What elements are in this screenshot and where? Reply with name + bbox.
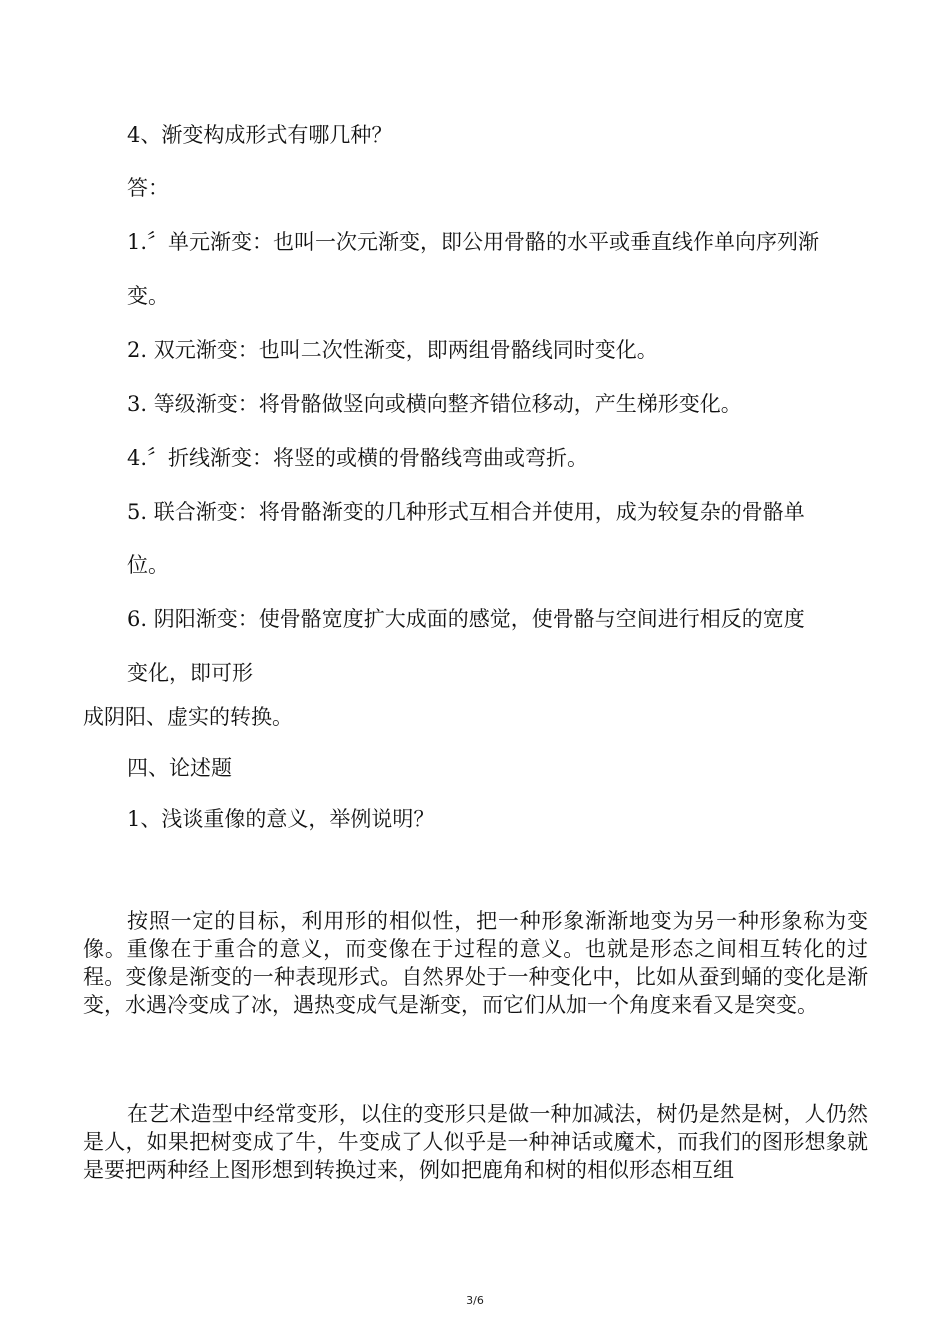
body-paragraph-2: 在艺术造型中经常变形，以住的变形只是做一种加减法，树仍是然是树，人仍然是人，如果把树变成了牛，牛变成了人似乎是一种神话或魔术，而我们的图形想象就是要把两种经上图形想到转换过来，例如把鹿角和树的相似形态相互组: [83, 1102, 868, 1182]
list-item-1-continued: 变。: [127, 284, 169, 308]
list-item-6-continued: 变化，即可形: [127, 661, 253, 685]
page-number: 3/6: [466, 1294, 484, 1307]
question-4: 4、渐变构成形式有哪几种？: [127, 123, 393, 147]
list-item-1: 1.〞单元渐变：也叫一次元渐变，即公用骨骼的水平或垂直线作单向序列渐: [127, 230, 820, 254]
list-item-4: 4.〞折线渐变：将竖的或横的骨骼线弯曲或弯折。: [127, 446, 589, 470]
list-item-6-continued-2: 成阴阳、虚实的转换。: [83, 705, 293, 729]
essay-question-1: 1、浅谈重像的意义，举例说明？: [127, 807, 435, 831]
list-item-5-continued: 位。: [127, 553, 169, 577]
list-item-5: 5. 联合渐变：将骨骼渐变的几种形式互相合并使用，成为较复杂的骨骼单: [127, 500, 805, 524]
answer-label: 答：: [127, 176, 169, 200]
list-item-3: 3. 等级渐变：将骨骼做竖向或横向整齐错位移动，产生梯形变化。: [127, 392, 742, 416]
section-heading: 四、论述题: [127, 756, 232, 780]
list-item-2: 2. 双元渐变：也叫二次性渐变，即两组骨骼线同时变化。: [127, 338, 658, 362]
body-paragraph-1: 按照一定的目标，利用形的相似性，把一种形象渐渐地变为另一种形象称为变像。重像在于重合的意义，而变像在于过程的意义。也就是形态之间相互转化的过程。变像是渐变的一种表现形式。自然界处于一种变化中，比如从蚕到蛹的变化是渐变，水遇冷变成了冰，遇热变成气是渐变，而它们从加一个角度来看又是突变。: [83, 909, 868, 1017]
list-item-6: 6. 阴阳渐变：使骨骼宽度扩大成面的感觉，使骨骼与空间进行相反的宽度: [127, 607, 805, 631]
